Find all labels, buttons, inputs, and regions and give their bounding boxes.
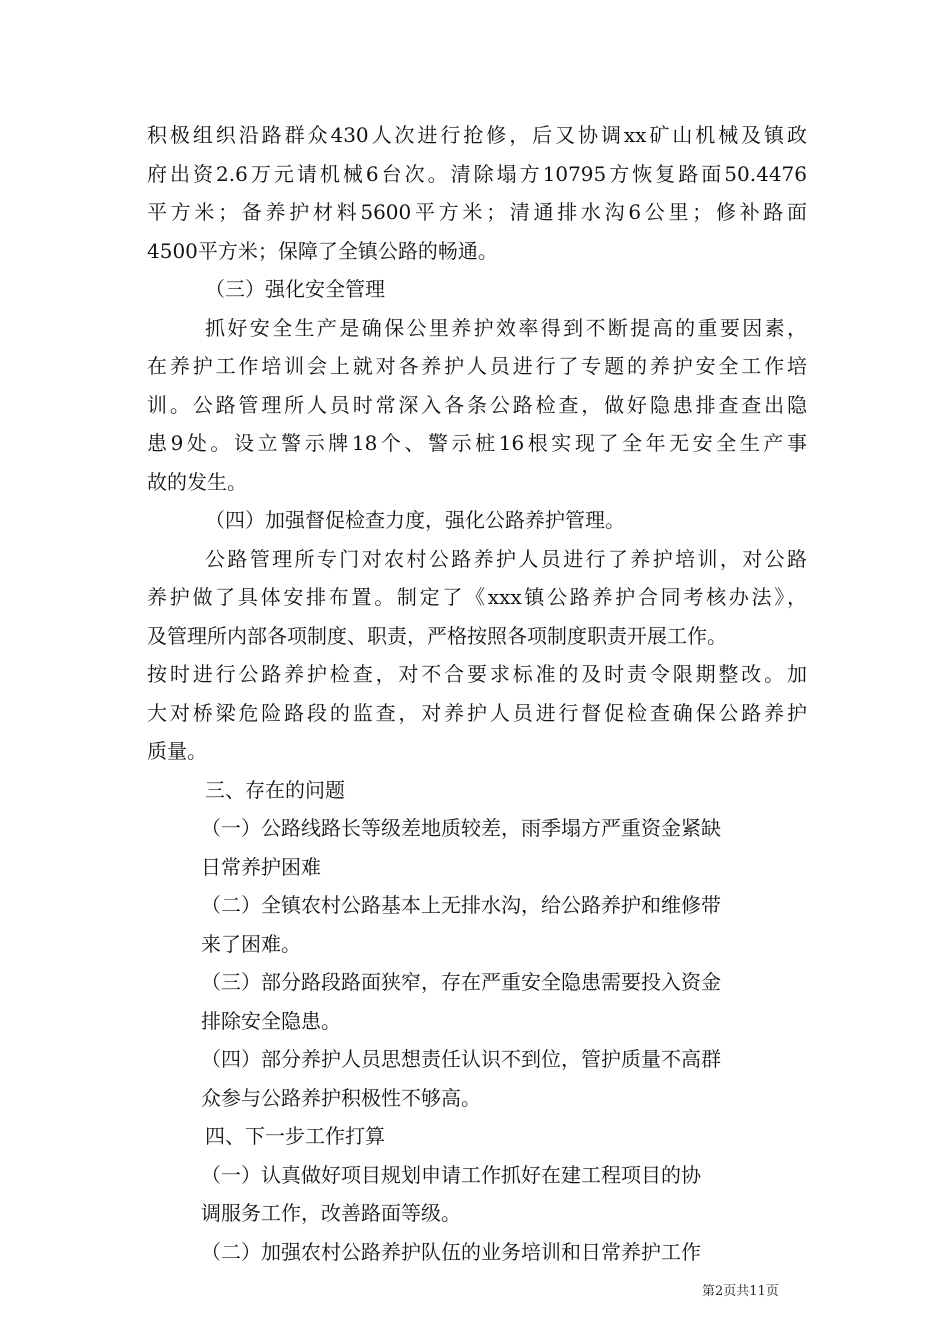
paragraph-line: 在养护工作培训会上就对各养护人员进行了专题的养护安全工作培	[147, 354, 807, 378]
document-body	[147, 116, 807, 1271]
paragraph-line: 抓好安全生产是确保公里养护效率得到不断提高的重要因素，	[205, 315, 807, 340]
section-heading: 四、下一步工作打算	[205, 1124, 385, 1148]
paragraph-line: 故的发生。	[147, 469, 247, 494]
paragraph-line: 质量。	[147, 739, 207, 763]
list-item-line: （二）加强农村公路养护队伍的业务培训和日常养护工作	[201, 1239, 701, 1264]
list-item-line: （一）认真做好项目规划申请工作抓好在建工程项目的协	[201, 1162, 701, 1187]
paragraph-line: 按时进行公路养护检查，对不合要求标准的及时责令限期整改。加	[147, 662, 807, 686]
section-heading: （四）加强督促检查力度，强化公路养护管理。	[205, 508, 625, 532]
paragraph-line: 训。公路管理所人员时常深入各条公路检查，做好隐患排查查出隐	[147, 392, 807, 417]
list-item-line: 日常养护困难	[201, 854, 321, 879]
list-item-line: （一）公路线路长等级差地质较差，雨季塌方严重资金紧缺	[201, 816, 721, 840]
paragraph-line: 积极组织沿路群众430人次进行抢修，后又协调xx矿山机械及镇政	[147, 123, 807, 147]
list-item-line: （三）部分路段路面狭窄，存在严重安全隐患需要投入资金	[201, 970, 721, 994]
list-item-line: （四）部分养护人员思想责任认识不到位，管护质量不高群	[201, 1047, 721, 1071]
section-heading: （三）强化安全管理	[205, 277, 385, 301]
list-item-line: 来了困难。	[201, 931, 301, 956]
list-item-line: 众参与公路养护积极性不够高。	[201, 1085, 481, 1110]
page-number-label: 第2页共11页	[702, 1284, 779, 1299]
paragraph-line: 及管理所内部各项制度、职责，严格按照各项制度职责开展工作。	[147, 623, 727, 648]
paragraph-line: 府出资2.6万元请机械6台次。清除塌方10795方恢复路面50.4476	[147, 161, 807, 186]
paragraph-line: 公路管理所专门对农村公路养护人员进行了养护培训，对公路	[205, 546, 807, 571]
paragraph-line: 大对桥梁危险路段的监查，对养护人员进行督促检查确保公路养护	[147, 700, 807, 725]
section-heading: 三、存在的问题	[205, 777, 345, 802]
page-footer	[702, 1280, 779, 1299]
paragraph-line: 4500平方米；保障了全镇公路的畅通。	[147, 238, 498, 263]
paragraph-line: 养护做了具体安排布置。制定了《xxx镇公路养护合同考核办法》，	[147, 585, 807, 609]
paragraph-line: 平方米；备养护材料5600平方米；清通排水沟6公里；修补路面	[147, 200, 807, 224]
list-item-line: 排除安全隐患。	[201, 1008, 341, 1033]
list-item-line: 调服务工作，改善路面等级。	[201, 1201, 461, 1225]
list-item-line: （二）全镇农村公路基本上无排水沟，给公路养护和维修带	[201, 893, 721, 917]
paragraph-line: 患9处。设立警示牌18个、警示桩16根实现了全年无安全生产事	[147, 431, 807, 455]
